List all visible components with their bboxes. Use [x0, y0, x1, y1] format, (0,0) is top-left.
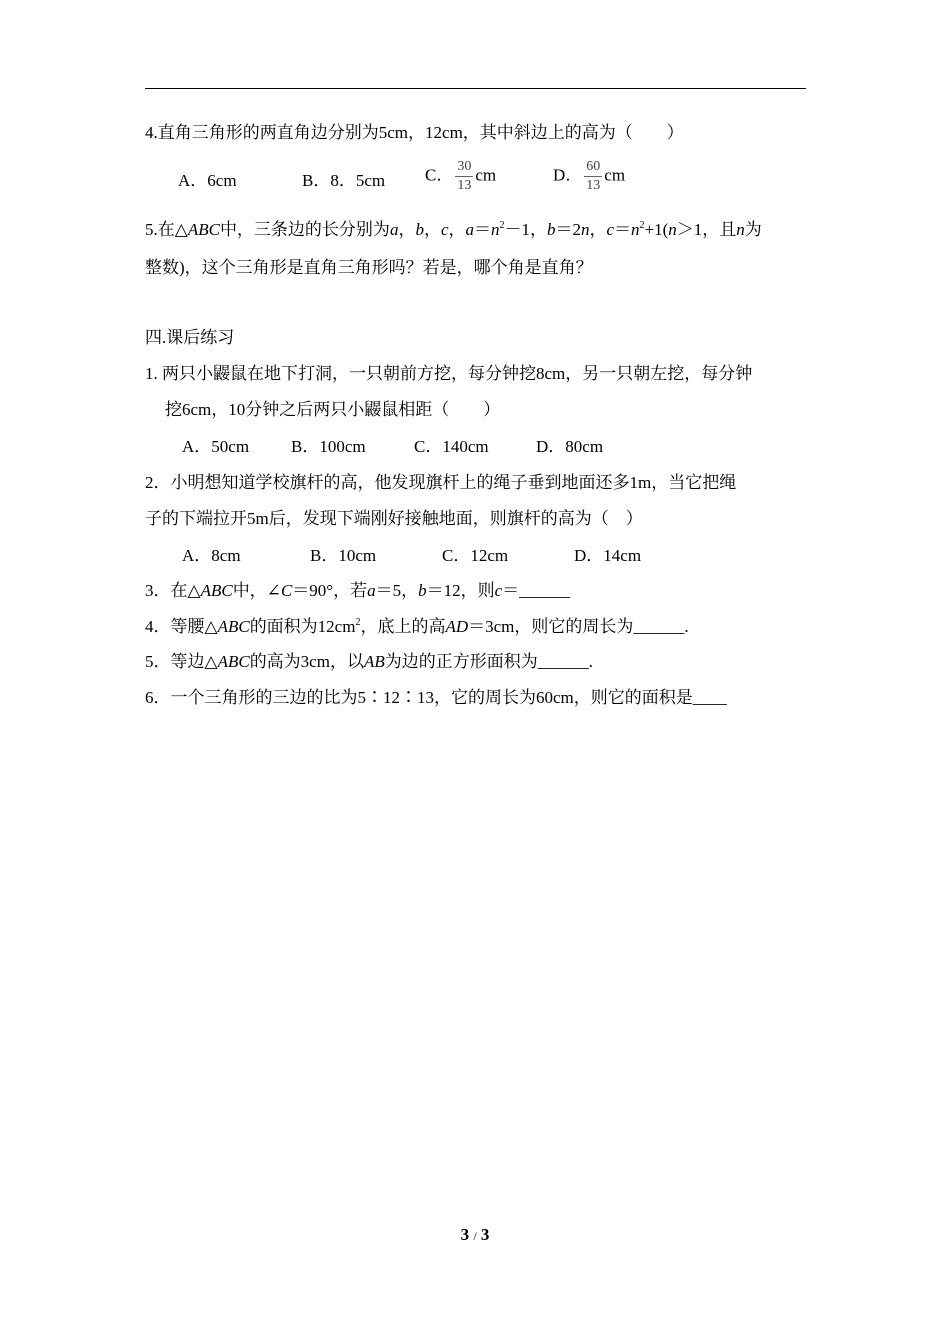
p3-answer-blank: ＝______ [502, 581, 571, 600]
q5-text: +1( [644, 220, 669, 239]
q5-eq: ＝2 [555, 220, 581, 239]
p3-var-b: b [418, 581, 427, 600]
p1-option-d: D．80cm [536, 437, 604, 456]
p1-line-2: 挖6cm，10分钟之后两只小鼹鼠相距（ ） [165, 400, 501, 419]
q5-line-1 [145, 219, 762, 241]
q4-option-d-label: D． [553, 165, 583, 185]
p2-line-2: 子的下端拉开5m后，发现下端刚好接触地面，则旗杆的高为（ ） [145, 509, 643, 528]
p2-option-a: A．8cm [182, 546, 241, 565]
q5-var-a: a [389, 220, 399, 239]
page-separator: / [473, 1229, 477, 1243]
p1-line-1: 1. 两只小鼹鼠在地下打洞，一只朝前方挖，每分钟挖8cm，另一只朝左挖，每分钟 [145, 364, 753, 383]
p1-option-a: A．50cm [182, 437, 250, 456]
q5-text: 中，三条边的长分别为 [219, 220, 390, 239]
p4-exponent: 2 [355, 617, 361, 628]
p3-triangle-label: ABC [200, 581, 233, 600]
p2-option-c: C．12cm [442, 546, 509, 565]
p6-line: 6．一个三角形的三边的比为5∶12∶13，它的周长为60cm，则它的面积是____ [145, 688, 727, 707]
q5-var-c: c [440, 220, 449, 239]
fraction-numerator: 30 [455, 158, 473, 177]
p3-text: ＝12，则 [426, 581, 495, 600]
p3-text: ＝5， [375, 581, 419, 600]
q5-text: 为 [744, 220, 762, 239]
q4-option-c-label: C． [425, 165, 454, 185]
total-pages: 3 [480, 1225, 490, 1244]
p4-answer-blank: ＝3cm，则它的周长为______. [468, 617, 689, 636]
p4-line [145, 616, 689, 638]
q5-triangle-label: ABC [187, 220, 220, 239]
p4-text: 4．等腰△ [145, 617, 218, 636]
p5-answer-blank: 为边的正方形面积为______. [384, 652, 593, 671]
p5-text: 5．等边△ [145, 652, 218, 671]
p5-triangle-label: ABC [217, 652, 250, 671]
q5-sep: ， [398, 220, 416, 239]
p3-angle-label: C [280, 581, 293, 600]
p2-option-d: D．14cm [574, 546, 642, 565]
q5-var-b: b [415, 220, 424, 239]
q4-option-c-unit: cm [475, 165, 497, 185]
q5-text: －1， [504, 220, 547, 239]
p5-segment-label: AB [363, 652, 385, 671]
q5-var-n: n [668, 220, 677, 239]
q5-var-n: n [490, 220, 500, 239]
q4-option-a: A．6cm [178, 171, 237, 190]
p3-text: ＝90°，若 [292, 581, 368, 600]
p4-segment-label: AD [445, 617, 469, 636]
header-rule [145, 88, 806, 89]
q5-exponent: 2 [499, 220, 505, 231]
q4-option-d [553, 158, 625, 195]
p5-text: 的高为3cm，以 [249, 652, 364, 671]
q5-var-n: n [580, 220, 590, 239]
p1-option-b: B．100cm [291, 437, 366, 456]
current-page: 3 [460, 1225, 470, 1244]
fraction-denominator: 13 [457, 178, 472, 193]
q4-option-b: B．8．5cm [302, 171, 386, 190]
p3-var-c: c [494, 581, 503, 600]
q5-sep: ， [589, 220, 607, 239]
q4-stem: 4.直角三角形的两直角边分别为5cm，12cm，其中斜边上的高为（ ） [145, 123, 684, 142]
p3-line [145, 580, 570, 602]
q5-var-b: b [546, 220, 556, 239]
p3-text: 中，∠ [232, 581, 281, 600]
p4-triangle-label: ABC [217, 617, 250, 636]
p2-option-b: B．10cm [310, 546, 377, 565]
fraction-numerator: 60 [584, 158, 602, 177]
q5-text: ＞1，且 [676, 220, 737, 239]
q4-option-c-fraction [455, 158, 473, 195]
q4-option-c [425, 158, 496, 195]
p4-text: 的面积为12cm [249, 617, 356, 636]
q5-var-n: n [631, 220, 640, 239]
q5-sep: ， [423, 220, 441, 239]
p2-line-1: 2．小明想知道学校旗杆的高，他发现旗杆上的绳子垂到地面还多1m，当它把绳 [145, 473, 737, 492]
q5-var-n: n [736, 220, 745, 239]
q5-var-a: a [465, 220, 474, 239]
p3-var-a: a [367, 581, 376, 600]
q4-option-d-fraction [584, 158, 602, 195]
q5-var-c: c [606, 220, 615, 239]
p5-line [145, 651, 593, 673]
p4-text: ，底上的高 [360, 617, 446, 636]
q5-line-2: 整数)，这个三角形是直角三角形吗？若是，哪个角是直角？ [145, 258, 593, 277]
q5-eq: ＝ [614, 220, 632, 239]
q5-exponent: 2 [639, 220, 645, 231]
p1-option-c: C．140cm [414, 437, 489, 456]
fraction-denominator: 13 [586, 178, 601, 193]
q4-option-d-unit: cm [604, 165, 626, 185]
q5-text: 5.在△ [145, 220, 188, 239]
q5-sep: ， [448, 220, 466, 239]
page-number [0, 1225, 950, 1245]
section-title: 四.课后练习 [145, 328, 235, 347]
q5-eq: ＝ [473, 220, 491, 239]
p3-text: 3．在△ [145, 581, 201, 600]
